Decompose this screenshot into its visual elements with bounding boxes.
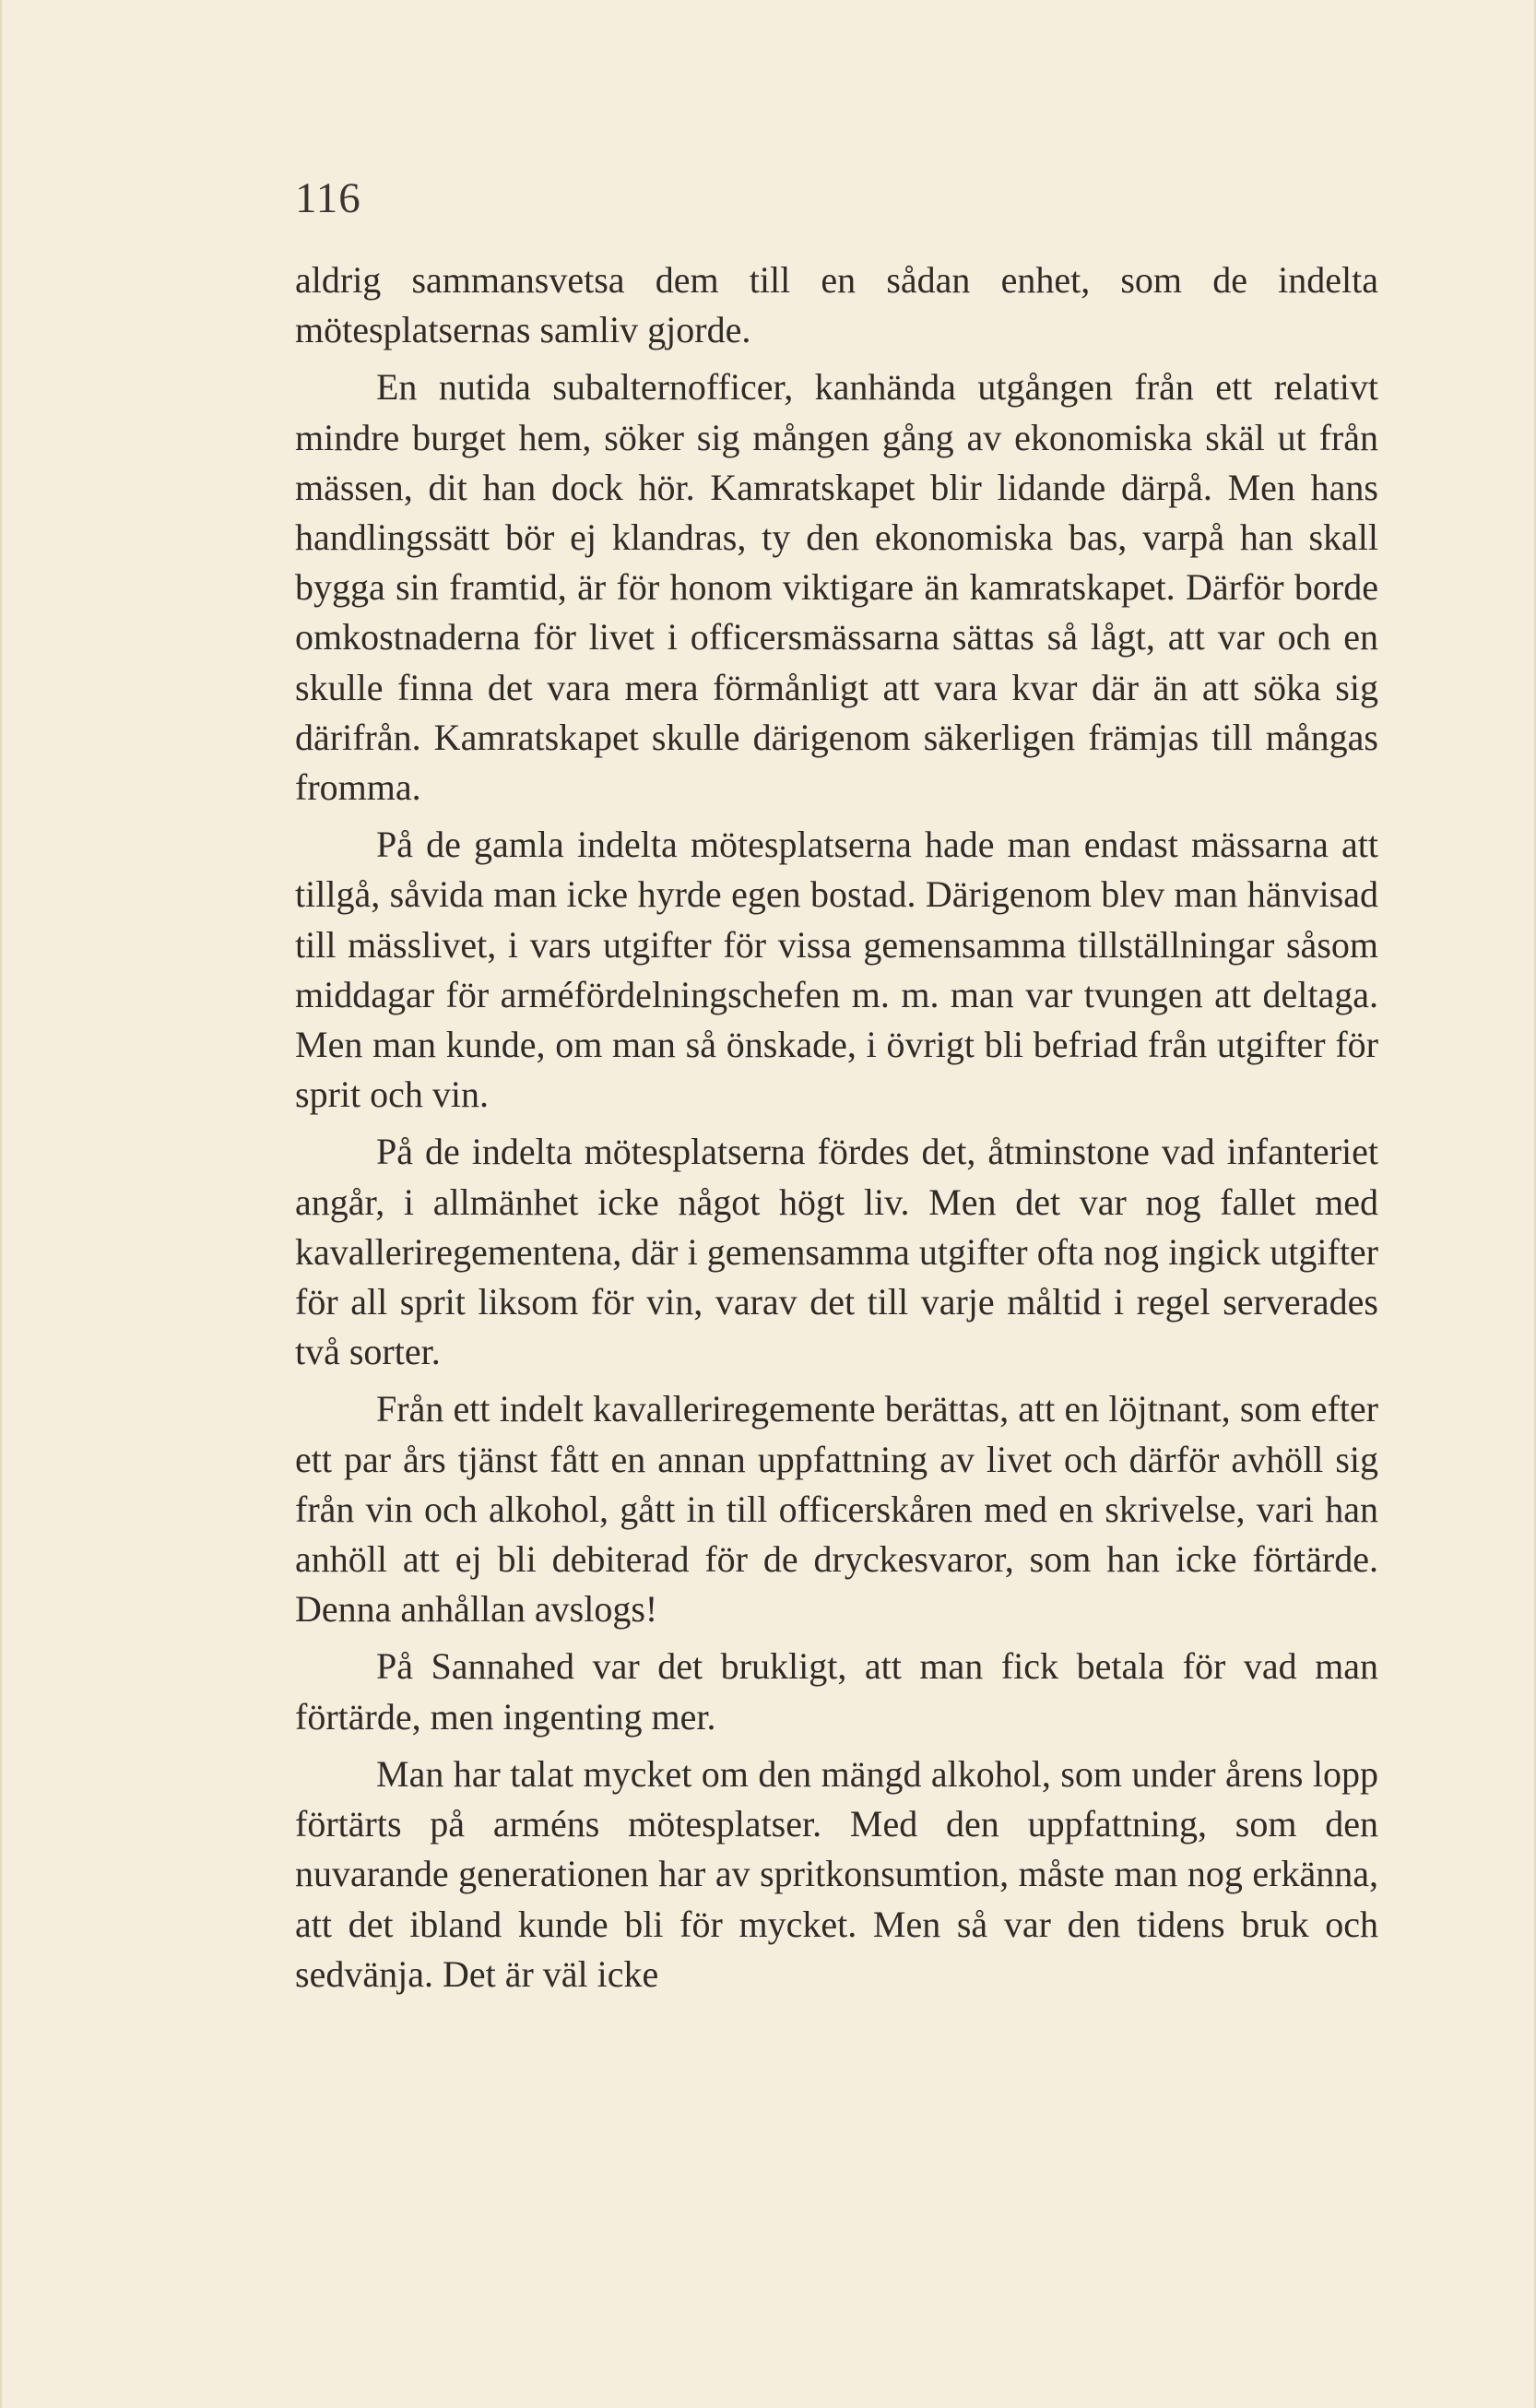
page-number: 116	[295, 174, 361, 222]
paragraph: På de gamla indelta mötesplatserna hade man endast mässarna att tillgå, såvida man icke hyrde egen bostad. Därigenom blev man hänvisad till mässlivet, i vars utgifter för vissa gemensamma tillställningar såsom middagar för arméfördelningschefen m. m. man var tvungen att deltaga. Men man kunde, om man så önskade, i övrigt bli befriad från utgifter för sprit och vin.	[295, 824, 1378, 1116]
paragraph: På Sannahed var det brukligt, att man fick betala för vad man förtärde, men ingenting mer.	[295, 1645, 1378, 1738]
body-text	[295, 255, 1378, 1999]
paragraph: En nutida subalternofficer, kanhända utgången från ett relativt mindre burget hem, söker sig mången gång av ekonomiska skäl ut från mässen, dit han dock hör. Kamratskapet blir lidande därpå. Men hans handlingssätt bör ej klandras, ty den ekonomiska bas, varpå han skall bygga sin framtid, är för honom viktigare än kamratskapet. Därför borde omkostnaderna för livet i officersmässarna sättas så lågt, att var och en skulle finna det vara mera förmånligt att vara kvar där än att söka sig därifrån. Kamratskapet skulle därigenom säkerligen främjas till mångas fromma.	[295, 366, 1378, 809]
paragraph: Från ett indelt kavalleriregemente berättas, att en löjtnant, som efter ett par års tjänst fått en annan uppfattning av livet och därför avhöll sig från vin och alkohol, gått in till officerskåren med en skrivelse, vari han anhöll att ej bli debiterad för de dryckesvaror, som han icke förtärde. Denna anhållan avslogs!	[295, 1388, 1378, 1631]
paragraph-continuation: aldrig sammansvetsa dem till en sådan enhet, som de indelta mötesplatsernas samliv gjorde.	[295, 259, 1378, 351]
paragraph: På de indelta mötesplatserna fördes det, åtminstone vad infanteriet angår, i allmänhet icke något högt liv. Men det var nog fallet med kavalleriregementena, där i gemensamma utgifter ofta nog ingick utgifter för all sprit liksom för vin, varav det till varje måltid i regel serverades två sorter.	[295, 1131, 1378, 1373]
paragraph: Man har talat mycket om den mängd alkohol, som under årens lopp förtärts på arméns mötesplatser. Med den uppfattning, som den nuvarande generationen har av spritkonsumtion, måste man nog erkänna, att det ibland kunde bli för mycket. Men så var den tidens bruk och sedvänja. Det är väl icke	[295, 1752, 1378, 1995]
